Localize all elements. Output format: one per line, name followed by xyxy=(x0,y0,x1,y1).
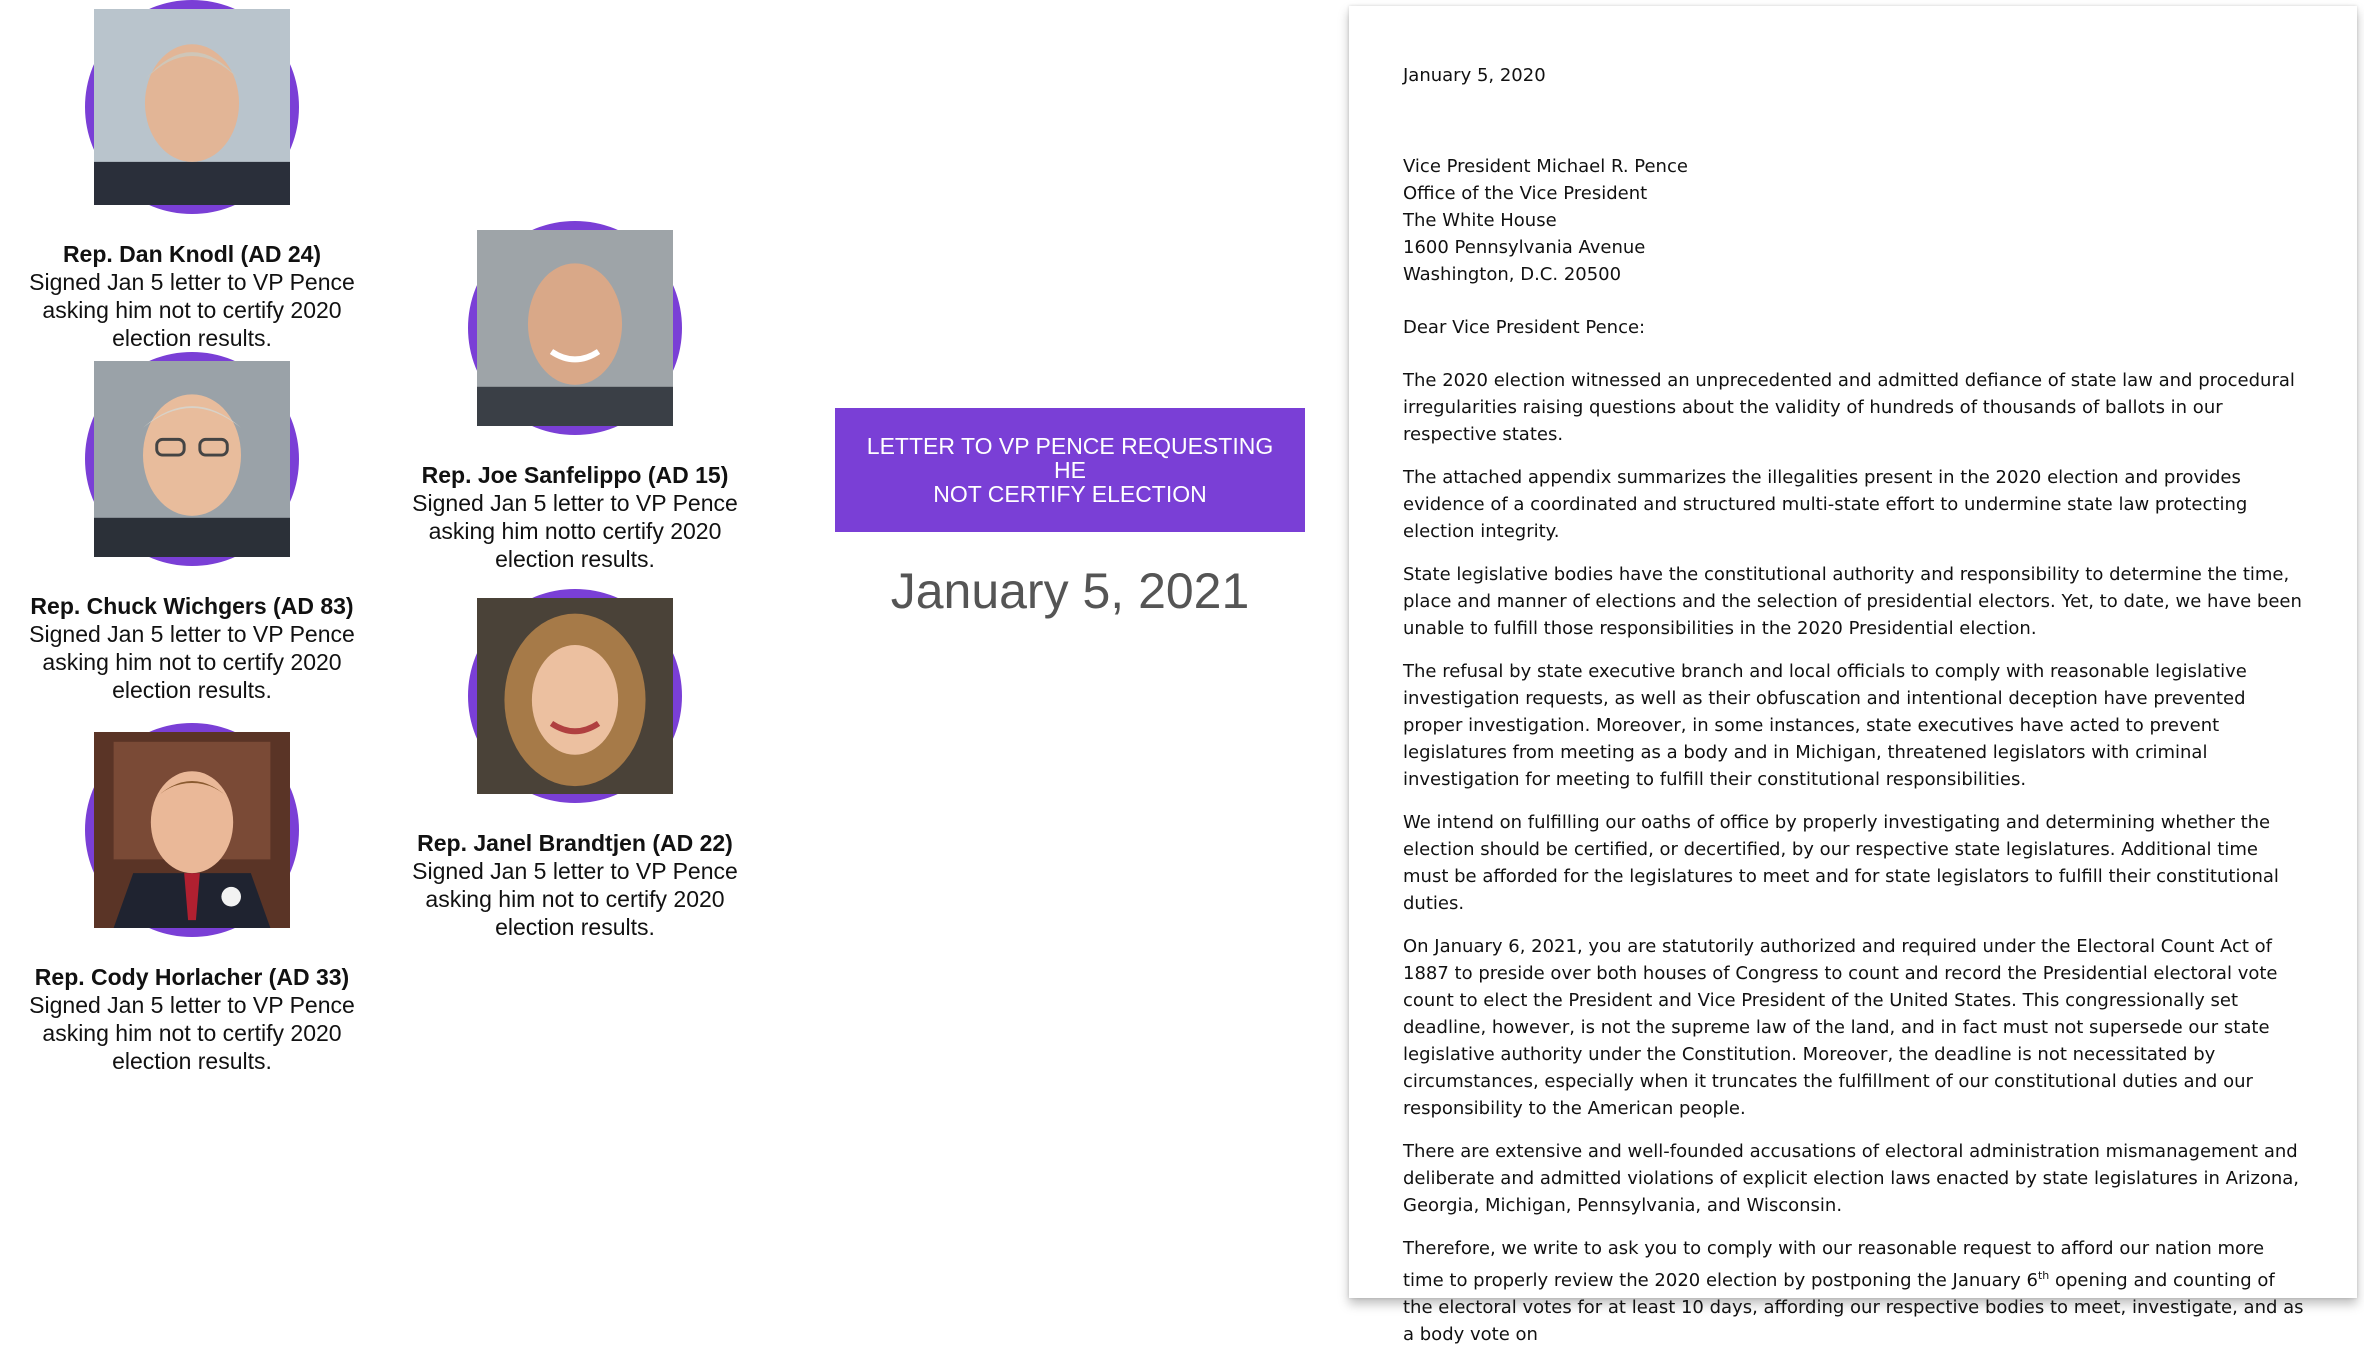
letter-document xyxy=(1349,6,2357,1345)
rep-desc-line: Signed Jan 5 letter to VP Pence xyxy=(29,269,355,295)
rep-card xyxy=(2,0,382,352)
rep-desc-line: asking him not to certify 2020 xyxy=(42,1020,342,1046)
letter-date: January 5, 2020 xyxy=(1403,65,1546,86)
paragraph-text: Therefore, we write to ask you to comply with our reasonable request to afford our nation more time to properly review the 2020 election by postponing the January 6 xyxy=(1403,1238,2265,1291)
rep-card xyxy=(2,723,382,1075)
letter-paragraph: The 2020 election witnessed an unprecedented and admitted defiance of state law and procedural irregularities raising questions about the validity of hundreds of thousands of ballots in our respective states. xyxy=(1403,370,2295,445)
rep-desc-line: Signed Jan 5 letter to VP Pence xyxy=(29,621,355,647)
rep-name: Rep. Chuck Wichgers (AD 83) xyxy=(30,593,354,619)
portrait-photo xyxy=(94,732,290,928)
address-line: Office of the Vice President xyxy=(1403,183,1648,204)
rep-photo xyxy=(85,723,299,937)
rep-name: Rep. Janel Brandtjen (AD 22) xyxy=(417,830,733,856)
rep-name: Rep. Joe Sanfelippo (AD 15) xyxy=(421,462,729,488)
paragraph-text: opening and counting of the electoral votes for at least 10 days, affording our respective bodies to meet, investigate, and as a body vote on xyxy=(1403,1270,2304,1345)
rep-desc-line: election results. xyxy=(495,546,655,572)
ordinal-suffix: th xyxy=(2037,1269,2050,1282)
rep-photo xyxy=(85,0,299,214)
rep-desc-line: asking him not to certify 2020 xyxy=(42,297,342,323)
letter-paragraph: The refusal by state executive branch and local officials to comply with reasonable legislative investigation requests, as well as their obfuscation and intentional deception have prevented proper investigation. Moreover, in some instances, state executives have acted to prevent legislatures from meeting as a body and in Michigan, threatened legislators with criminal investigation for meeting to fulfill their constitutional responsibilities. xyxy=(1403,661,2247,790)
banner-line: LETTER TO VP PENCE REQUESTING HE xyxy=(866,433,1274,483)
rep-desc-line: election results. xyxy=(495,914,655,940)
letter-paragraph: The attached appendix summarizes the illegalities present in the 2020 election and provides evidence of a coordinated and structured multi-state effort to undermine state law protecting election integrity. xyxy=(1403,467,2248,542)
letter-paragraph: We intend on fulfilling our oaths of office by properly investigating and determining whether the election should be certified, or decertified, by our respective state legislatures. Additional time must be afforded for the legislatures to meet and for state legislators to fulfill their constitutional duties. xyxy=(1403,812,2279,914)
letter-paragraph: On January 6, 2021, you are statutorily authorized and required under the Electoral Count Act of 1887 to preside over both houses of Congress to count and record the Presidential electoral vote count to elect the President and Vice President of the United States. This congressionally set deadline, however, is not the supreme law of the land, and in fact must not supersede our state legislative authority under the Constitution. Moreover, the deadline is not necessitated by circumstances, especially when it truncates the fulfillment of our constitutional duties and our responsibility to the American people. xyxy=(1403,936,2278,1119)
portrait-photo xyxy=(94,9,290,205)
rep-card xyxy=(385,221,765,573)
rep-desc-line: election results. xyxy=(112,1048,272,1074)
letter-address xyxy=(1403,153,2307,288)
portrait-photo xyxy=(477,598,673,794)
rep-name: Rep. Cody Horlacher (AD 33) xyxy=(34,964,350,990)
letter-paragraph: State legislative bodies have the constitutional authority and responsibility to determine the time, place and manner of elections and the selection of presidential electors. Yet, to date, we have been unable to fulfill those responsibilities in the 2020 Presidential election. xyxy=(1403,564,2302,639)
portrait-photo xyxy=(94,361,290,557)
letter-paragraph: There are extensive and well-founded accusations of electoral administration mismanagement and deliberate and admitted violations of explicit election laws enacted by state legislatures in Arizona, Georgia, Michigan, Pennsylvania, and Wisconsin. xyxy=(1403,1141,2299,1216)
rep-name: Rep. Dan Knodl (AD 24) xyxy=(62,241,322,267)
rep-photo xyxy=(468,221,682,435)
portrait-photo xyxy=(477,230,673,426)
rep-desc-line: Signed Jan 5 letter to VP Pence xyxy=(29,992,355,1018)
rep-desc-line: Signed Jan 5 letter to VP Pence xyxy=(412,490,738,516)
address-line: The White House xyxy=(1403,210,1557,231)
rep-card xyxy=(385,589,765,941)
rep-desc-line: election results. xyxy=(112,677,272,703)
letter-salutation: Dear Vice President Pence: xyxy=(1403,317,1646,338)
rep-photo xyxy=(85,352,299,566)
address-line: 1600 Pennsylvania Avenue xyxy=(1403,237,1646,258)
rep-card xyxy=(2,352,382,704)
address-line: Vice President Michael R. Pence xyxy=(1403,156,1688,177)
headline-date: January 5, 2021 xyxy=(890,563,1250,619)
rep-desc-line: election results. xyxy=(112,325,272,351)
letter-title-banner xyxy=(835,408,1305,532)
rep-desc-line: asking him not to certify 2020 xyxy=(42,649,342,675)
address-line: Washington, D.C. 20500 xyxy=(1403,264,1622,285)
letter-paragraph-last xyxy=(1403,1235,2307,1348)
rep-desc-line: asking him not to certify 2020 xyxy=(425,886,725,912)
rep-photo xyxy=(468,589,682,803)
banner-line: NOT CERTIFY ELECTION xyxy=(933,481,1207,507)
rep-desc-line: asking him notto certify 2020 xyxy=(428,518,722,544)
rep-desc-line: Signed Jan 5 letter to VP Pence xyxy=(412,858,738,884)
